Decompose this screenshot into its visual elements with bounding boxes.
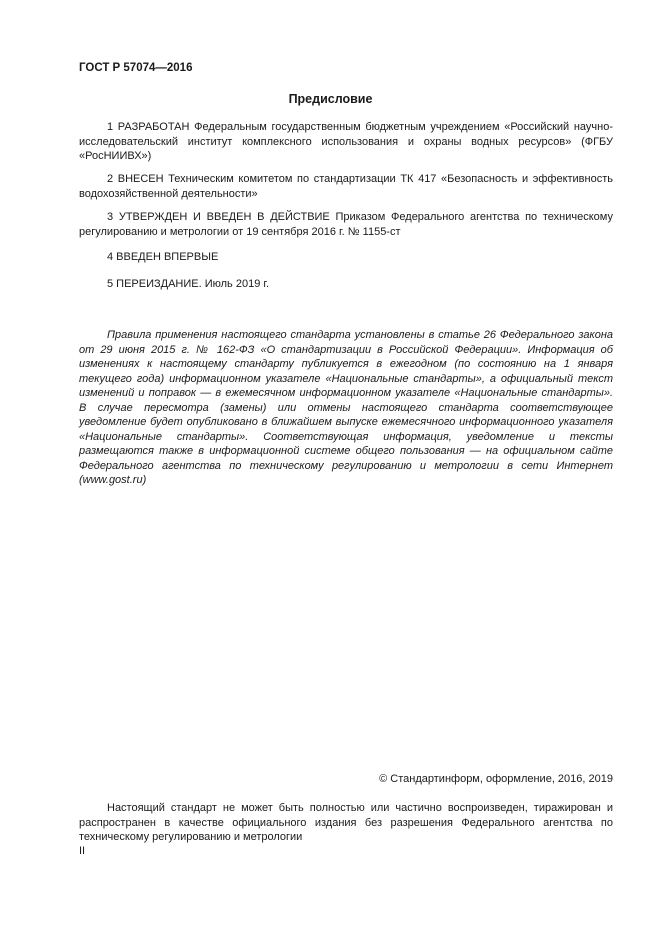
reproduction-notice: Настоящий стандарт не может быть полностью или частично воспроизведен, тиражирован и распространен в качестве официального издания без разрешения Федерального агентства по техническому регулированию и метрологии bbox=[79, 802, 613, 843]
application-rules-notice: Правила применения настоящего стандарта установлены в статье 26 Федерального закона от 29 июня 2015 г. № 162-ФЗ «О стандартизации в Российской Федерации». Информация об изменениях к настоящему стандарту публикуется в ежегодном (по состоянию на 1 января текущего года) информационном указателе «Национальные стандарты», а официальный текст изменений и поправок — в ежемесячном информационном указателе «Национальные стандарты». В случае пересмотра (замены) или отмены настоящего стандарта соответствующее уведомление будет опубликовано в ближайшем выпуске ежемесячного информационного указателя «Национальные стандарты». Соответствующая информация, уведомление и тексты размещаются также в информационной системе общего пользования — на официальном сайте Федерального агентства по техническому регулированию и метрологии в сети Интернет (www.gost.ru) bbox=[79, 329, 613, 486]
foreword-item-reissue: 5 ПЕРЕИЗДАНИЕ. Июль 2019 г. bbox=[107, 278, 270, 290]
document-id: ГОСТ Р 57074—2016 bbox=[79, 62, 193, 74]
foreword-item-first-introduced: 4 ВВЕДЕН ВПЕРВЫЕ bbox=[107, 251, 219, 263]
copyright-line: © Стандартинформ, оформление, 2016, 2019 bbox=[379, 773, 613, 785]
page-title: Предисловие bbox=[288, 92, 373, 106]
foreword-item-submitted: 2 ВНЕСЕН Техническим комитетом по стандартизации ТК 417 «Безопасность и эффективность водохозяйственной деятельности» bbox=[79, 173, 613, 200]
foreword-item-approved: 3 УТВЕРЖДЕН И ВВЕДЕН В ДЕЙСТВИЕ Приказом Федерального агентства по техническому регулированию и метрологии от 19 сентября 2016 г. № 1155-ст bbox=[79, 211, 613, 238]
page-number: II bbox=[79, 845, 86, 857]
foreword-item-developed: 1 РАЗРАБОТАН Федеральным государственным бюджетным учреждением «Российский научно-исследовательский институт комплексного использования и охраны водных ресурсов» (ФГБУ «РосНИИВХ») bbox=[79, 121, 613, 162]
